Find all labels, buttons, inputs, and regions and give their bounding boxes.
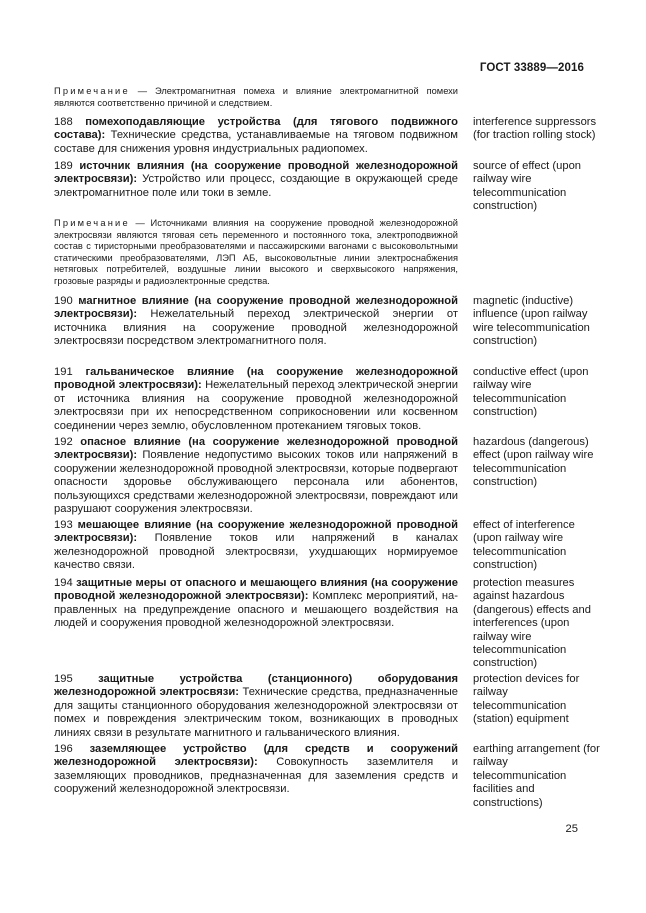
term-194-ru [54, 577, 458, 631]
term-190-en: magnetic (inductive) influence (upon railway wire telecommunication construction) [473, 295, 590, 348]
term-title: заземляющее устройство (для средств и сооружений железнодорожной электросвязи): [54, 743, 458, 769]
page-number: 25 [565, 823, 578, 835]
term-193-en: effect of interference (upon railway wire telecommunication construction) [473, 519, 575, 572]
term-190-ru [54, 295, 458, 349]
term-195-en: protection devices for railway telecommunication (station) equipment [473, 673, 580, 726]
term-191-ru [54, 366, 458, 433]
term-196-en: earthing arrangement (for railway telecommunication facilities and constructions) [473, 743, 600, 809]
term-number: 192 [54, 436, 73, 448]
term-193-ru [54, 519, 458, 573]
note-2 [54, 218, 458, 288]
note-text: — Источниками влияния на сооружение проводной железнодорожной электросвязи являются тяговая сеть переменного и постоянного тока, электроподвижной состав с тиристорными преобразователями и пассажирскими вагонами с высоковольтными статическими преобразователями, ЛЭП АБ, высоковольтные линии электроснабжения нетяговых потребителей, воздушные линии высокого и сверхвысокого напряжения, грозовые разряды и радиоэлектронные средства. [54, 218, 458, 286]
term-title: защитные меры от опасного и мешающего влияния (на сооружение проводной железнодорожной электросвязи): [54, 577, 458, 603]
term-number: 191 [54, 366, 73, 378]
term-number: 190 [54, 295, 73, 307]
term-number: 189 [54, 160, 73, 172]
term-192-ru [54, 436, 458, 516]
term-number: 194 [54, 577, 73, 589]
term-196-ru [54, 743, 458, 797]
term-definition: Комплекс мероприятий, направленных на предупреждение опасного и мешающего воздействия на людей и сооружения проводной железнодорожной электросвязи. [54, 590, 458, 630]
term-title: мешающее влияние (на сооружение железнодорожной проводной электросвязи): [54, 519, 458, 545]
term-191-en: conductive effect (upon railway wire telecommunication construction) [473, 366, 589, 419]
term-189-ru [54, 160, 458, 200]
term-number: 196 [54, 743, 73, 755]
term-title: защитные устройства (станционного) оборудования железнодорожной электросвязи: [54, 673, 458, 699]
term-194-en: protection measures against hazardous (dangerous) effects and interferences (upon railway wire telecommunication construction) [473, 577, 591, 670]
term-number: 193 [54, 519, 73, 531]
term-definition: Нежелательный переход электрической энергии от источника влияния на сооружение проводной железнодорожной электросвязи при их непосредственном соприкосновении или косвенном соединении через землю, обусловленном протеканием тяговых токов. [54, 379, 458, 432]
term-188-ru [54, 116, 458, 156]
term-number: 195 [54, 673, 73, 685]
term-title: магнитное влияние (на сооружение проводной железнодорожной электросвязи): [54, 295, 458, 321]
term-title: гальваническое влияние (на сооружение железнодорожной проводной электросвязи): [54, 366, 459, 392]
term-195-ru [54, 673, 458, 740]
term-definition: Нежелательный переход электрической энергии от источника влияния на сооружение проводной железнодорожной электросвязи посредством электромагнитного поля. [54, 308, 458, 348]
term-title: источник влияния (на сооружение проводной железнодорожной электросвязи): [54, 160, 459, 186]
note-text: — Электромагнитная помеха и влияние электромагнитной помехи являются соответственно причиной и следствием. [54, 86, 458, 108]
term-definition: Технические средства, устанавливаемые на тяговом подвижном составе для снижения уровня индустриальных радиопомех. [54, 129, 458, 155]
note-1 [54, 86, 458, 109]
term-189-en: source of effect (upon railway wire telecommunication construction) [473, 160, 582, 213]
term-192-en: hazardous (dangerous) effect (upon railway wire telecommunication construction) [473, 436, 594, 489]
term-definition: Устройство или процесс, создающие в окружающей среде электромагнитное поле или токи в земле. [54, 173, 458, 199]
term-definition: Появление токов или напряжений в каналах железнодорожной проводной электросвязи, ухудшающих нормируемое качество связи. [54, 532, 458, 572]
note-label: Примечание [54, 86, 130, 96]
note-label: Примечание [54, 218, 130, 228]
term-title: опасное влияние (на сооружение железнодорожной проводной электросвязи): [54, 436, 459, 462]
term-definition: Технические средства, предназначенные для защиты станционного оборудования железнодорожной электросвязи от помех и повреждения электрическим током, возникающих в проводных линиях связи в результате магнитного и гальванического влияния. [54, 686, 459, 739]
term-title: помехоподавляющие устройства (для тягового подвижного состава): [54, 116, 458, 142]
term-number: 188 [54, 116, 73, 128]
term-definition: Совокупность заземлителя и заземляющих проводников, предназначенная для заземления средств и сооружений железнодорожной электросвязи. [54, 756, 459, 796]
term-definition: Появление недопустимо высоких токов или напряжений в сооружении железнодорожной проводной электросвязи, которые подвергают опасности здоровье обслуживающего персонала или абонентов, пользующихся средствами железнодорожной электросвязи, повреждают или разрушают сооружения электросвязи. [54, 449, 458, 516]
term-188-en: interference suppressors (for traction rolling stock) [473, 116, 597, 142]
standard-designation: ГОСТ 33889—2016 [479, 62, 584, 74]
